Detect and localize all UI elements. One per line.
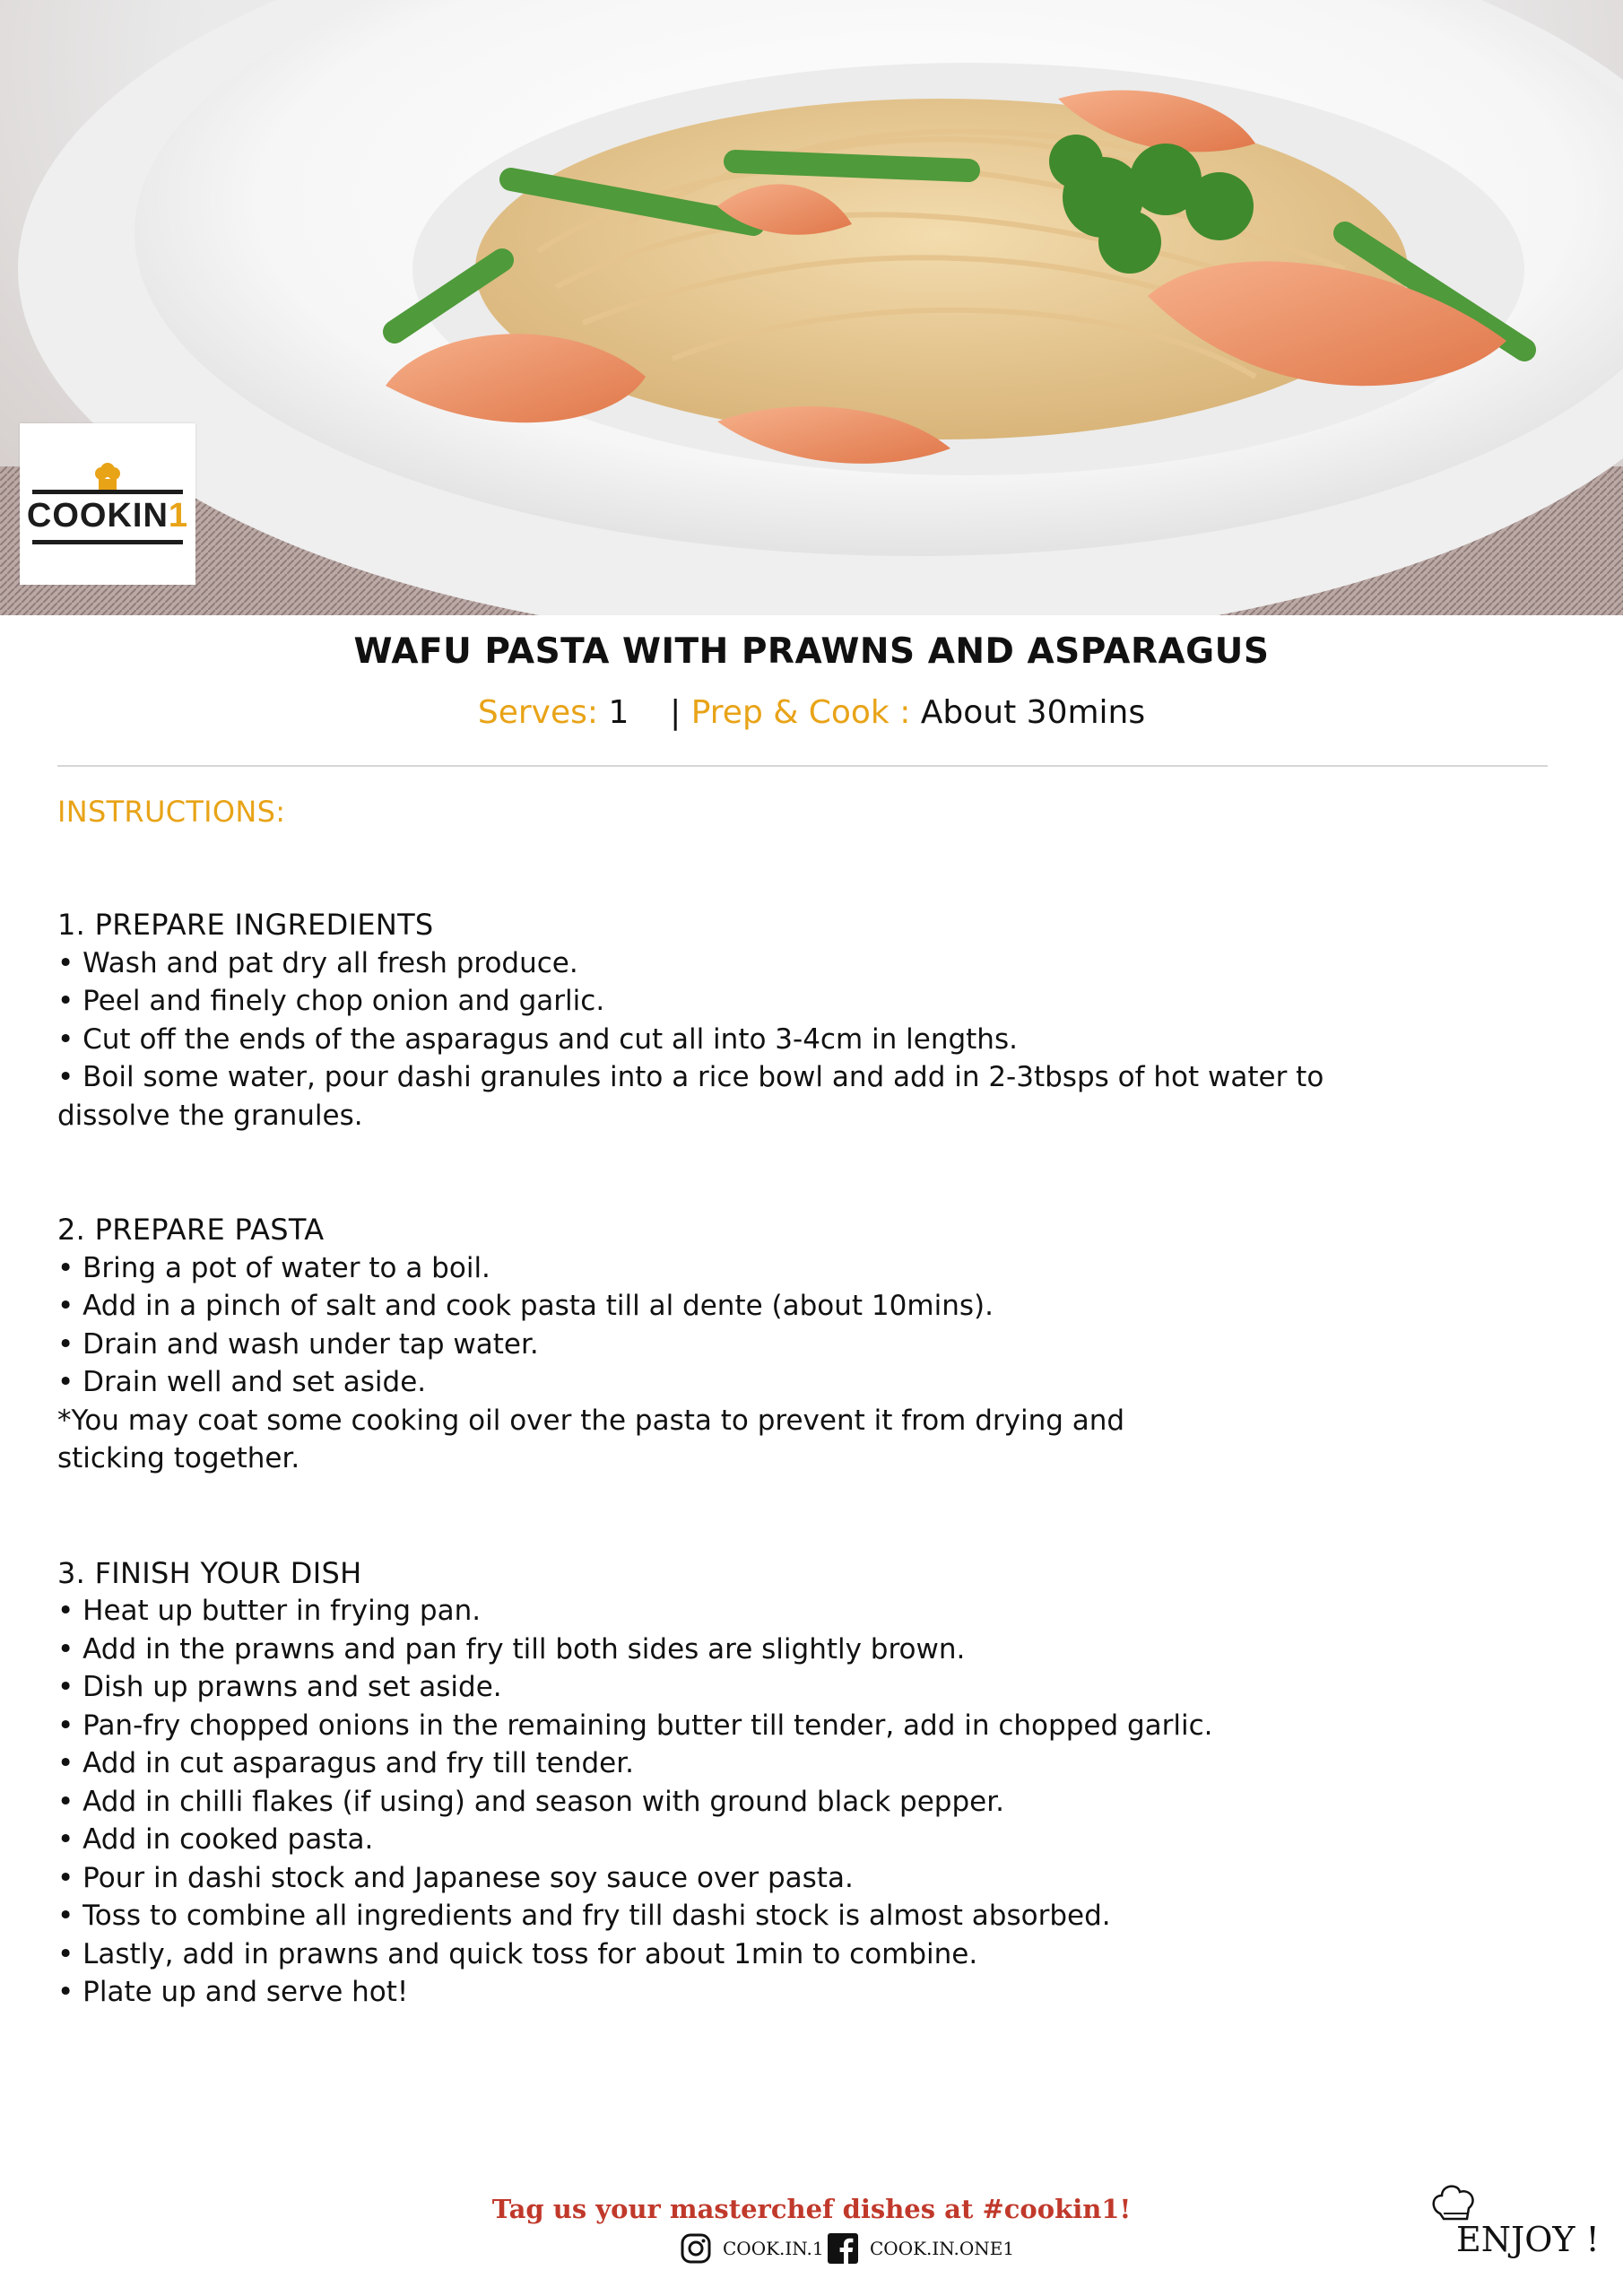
enjoy-text: ENJOY ! — [1456, 2220, 1600, 2259]
facebook-handle: COOK.IN.ONE1 — [870, 2238, 1015, 2259]
step-line: • Add in a pinch of salt and cook pasta till al dente (about 10mins). — [57, 1290, 994, 1322]
logo-rule-top — [32, 490, 183, 494]
step-line: • Lastly, add in prawns and quick toss for about 1min to combine. — [57, 1937, 978, 1970]
meta-separator: | — [670, 694, 691, 731]
instruction-steps — [57, 906, 1528, 2088]
step-line: • Bring a pot of water to a boil. — [57, 1251, 490, 1284]
time-value: About 30mins — [910, 694, 1146, 731]
hero-photo — [0, 0, 1623, 615]
step-title: 2. PREPARE PASTA — [57, 1213, 325, 1247]
instruction-step — [57, 1554, 1528, 2012]
serves-value: 1 — [598, 694, 671, 731]
step-line: • Drain and wash under tap water. — [57, 1327, 539, 1361]
step-line: • Drain well and set aside. — [57, 1366, 427, 1398]
step-line: • Heat up butter in frying pan. — [57, 1595, 482, 1627]
step-line: dissolve the granules. — [57, 1099, 363, 1132]
step-line: • Cut off the ends of the asparagus and cut all into 3-4cm in lengths. — [57, 1022, 1018, 1056]
step-line: • Pan-fry chopped onions in the remaining butter till tender, add in chopped garlic. — [57, 1709, 1213, 1742]
step-line: • Add in chilli flakes (if using) and season with ground black pepper. — [57, 1785, 1004, 1818]
step-line: • Add in cooked pasta. — [57, 1823, 374, 1856]
step-line: • Wash and pat dry all fresh produce. — [57, 946, 578, 979]
instagram-handle: COOK.IN.1 — [723, 2238, 824, 2259]
instagram-icon — [680, 2232, 712, 2265]
step-line: • Boil some water, pour dashi granules into a rice bowl and add in 2-3tbsps of hot water to — [57, 1061, 1324, 1093]
step-line: • Plate up and serve hot! — [57, 1976, 409, 2008]
instruction-step — [57, 906, 1528, 1135]
pasta-dish-illustration — [0, 0, 1623, 615]
footer-tagline: Tag us your masterchef dishes at #cookin1! — [491, 2194, 1132, 2224]
recipe-meta — [0, 694, 1623, 731]
instructions-heading: INSTRUCTIONS: — [57, 795, 286, 829]
step-line: • Peel and finely chop onion and garlic. — [57, 985, 605, 1017]
facebook-link[interactable] — [827, 2229, 1014, 2268]
step-line: • Toss to combine all ingredients and fry till dashi stock is almost absorbed. — [57, 1900, 1111, 1932]
recipe-title: WAFU PASTA WITH PRAWNS AND ASPARAGUS — [353, 631, 1270, 672]
step-line: • Pour in dashi stock and Japanese soy sauce over pasta. — [57, 1861, 854, 1894]
brand-logo — [20, 423, 195, 585]
instruction-step — [57, 1211, 1528, 1478]
step-title: 1. PREPARE INGREDIENTS — [57, 908, 434, 942]
logo-text: COOKIN1 — [26, 497, 189, 535]
serves-label: Serves: — [477, 694, 598, 731]
step-title: 3. FINISH YOUR DISH — [57, 1555, 362, 1590]
step-line: sticking together. — [57, 1442, 300, 1474]
step-line: • Dish up prawns and set aside. — [57, 1671, 502, 1703]
facebook-icon — [827, 2232, 859, 2265]
step-line: • Add in the prawns and pan fry till both sides are slightly brown. — [57, 1632, 966, 1665]
step-line: • Add in cut asparagus and fry till tender. — [57, 1747, 634, 1779]
divider — [57, 765, 1548, 767]
instagram-link[interactable] — [680, 2229, 824, 2268]
logo-rule-bottom — [32, 540, 183, 544]
time-label: Prep & Cook : — [690, 694, 911, 731]
step-line: *You may coat some cooking oil over the pasta to prevent it from drying and — [57, 1404, 1125, 1437]
